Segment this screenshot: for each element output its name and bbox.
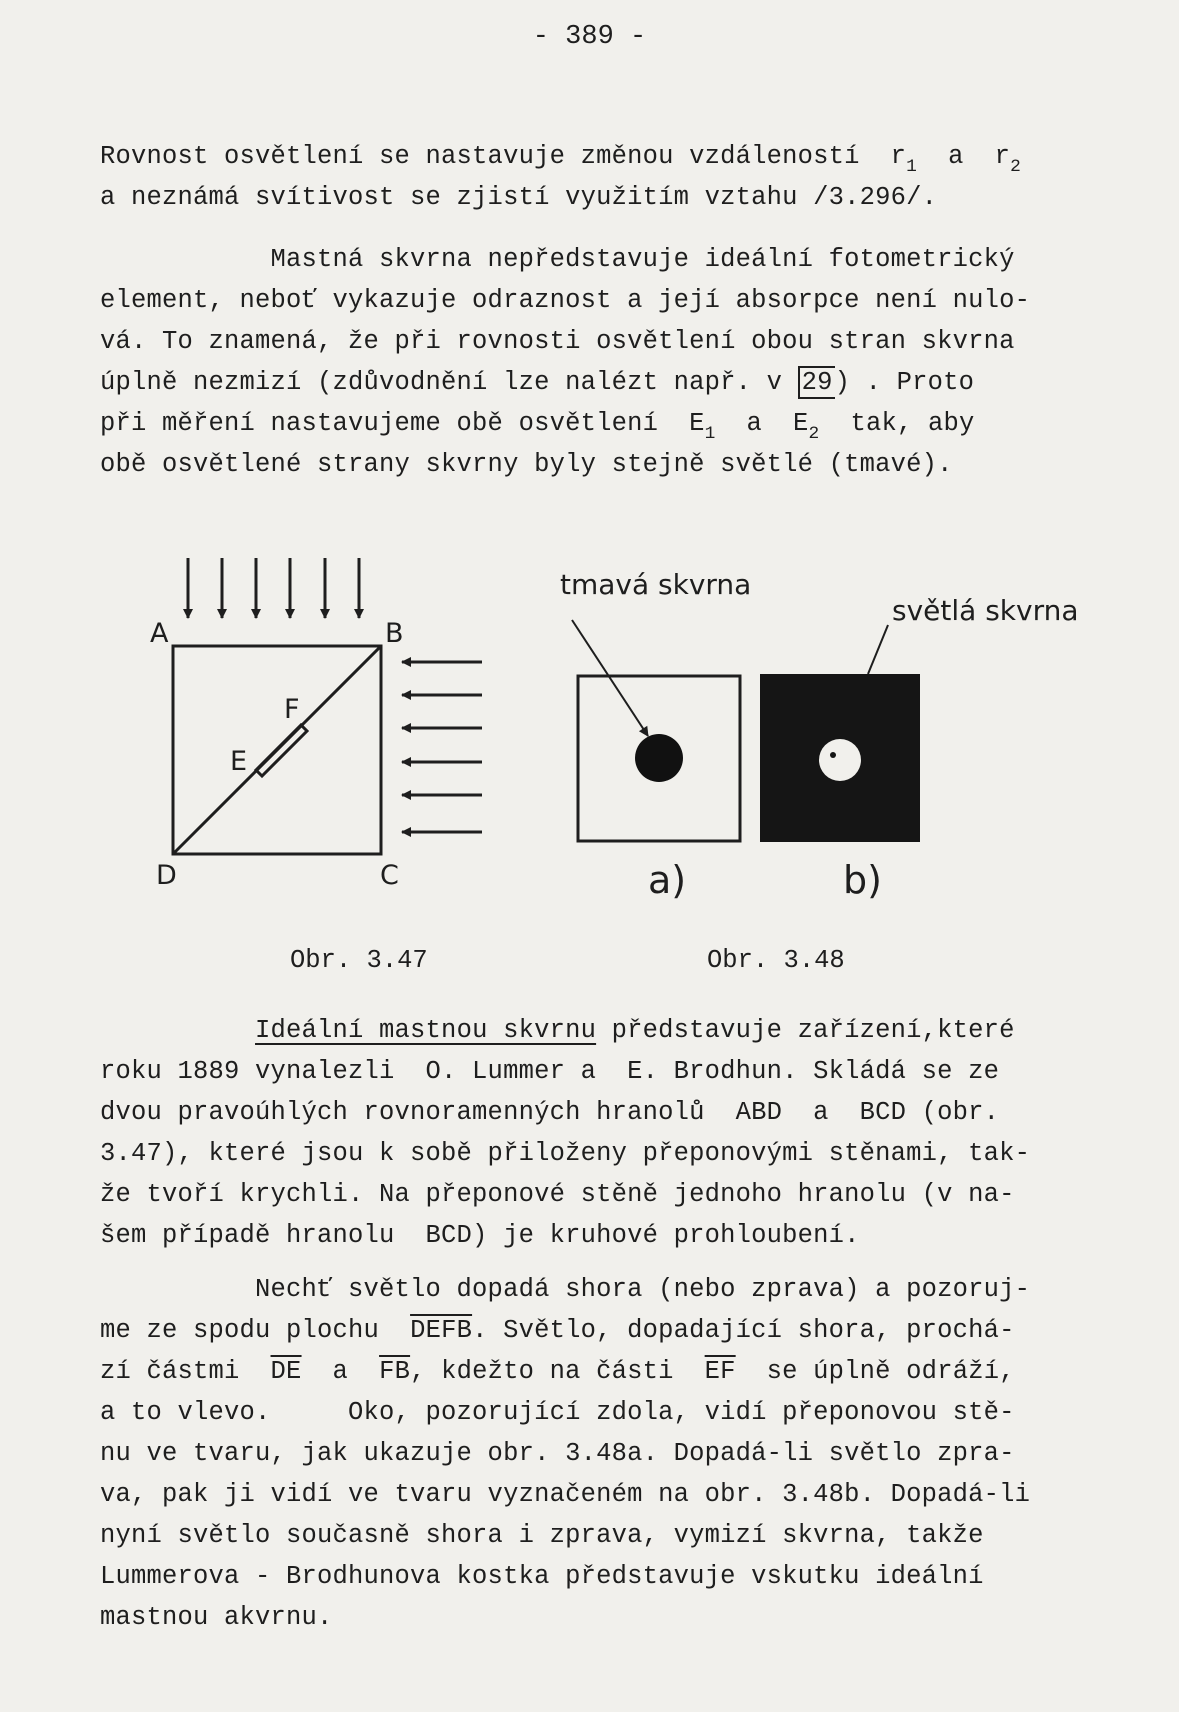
label-a: a): [648, 858, 687, 902]
para3-line4: 3.47), které jsou k sobě přiloženy přeponovými stěnami, tak-: [100, 1139, 1031, 1168]
figure-348: [560, 568, 1079, 902]
text: úplně nezmizí (zdůvodnění lze nalézt např. v: [100, 368, 798, 397]
text: při měření nastavujeme obě osvětlení E: [100, 409, 705, 438]
label-F: F: [284, 694, 300, 725]
page-number: - 389 -: [532, 22, 647, 52]
para2-line6: obě osvětlené strany skvrny byly stejně světlé (tmavé).: [100, 450, 953, 479]
para2-line2: element, neboť vykazuje odraznost a její absorpce není nulo-: [100, 286, 1031, 315]
text: Rovnost osvětlení se nastavuje změnou vzdáleností: [100, 142, 891, 171]
text: a: [301, 1357, 380, 1386]
overlined-segment: $\overline{FB}$: [379, 1357, 411, 1386]
label-b: b): [843, 858, 882, 902]
para4-line6: va, pak ji vidí ve tvaru vyznačeném na obr. 3.48b. Dopadá-li: [100, 1480, 1031, 1509]
spot-pointer-tip: [830, 752, 836, 758]
subscript: 1: [906, 157, 918, 178]
subscript: 2: [808, 424, 820, 445]
subscript: 1: [704, 424, 716, 445]
dark-spot: [635, 734, 683, 782]
pointer-dark: [572, 620, 648, 736]
label-dark-spot: tmavá skvrna: [560, 568, 752, 601]
spot-recess: [256, 725, 307, 776]
var-r: r: [994, 142, 1011, 171]
para2-line3: vá. To znamená, že při rovnosti osvětlení obou stran skvrna: [100, 327, 1015, 356]
text: . Světlo, dopadající shora, prochá-: [472, 1316, 1015, 1345]
overlined-segment: $\overline{EF}$: [704, 1357, 736, 1386]
indent: [100, 1016, 255, 1045]
para3-line5: že tvoří krychli. Na přeponové stěně jednoho hranolu (v na-: [100, 1180, 1015, 1209]
para3-line3: dvou pravoúhlých rovnoramenných hranolů ABD a BCD (obr.: [100, 1098, 1000, 1127]
text: se úplně odráží,: [735, 1357, 1015, 1386]
subscript: 2: [1010, 157, 1022, 178]
var-r: r: [890, 142, 907, 171]
para4-line2: [100, 1316, 1015, 1345]
text: me ze spodu plochu: [100, 1316, 411, 1345]
label-light-spot: světlá skvrna: [892, 594, 1079, 627]
light-spot: [819, 739, 861, 781]
caption-347: Obr. 3.47: [290, 946, 428, 975]
para4-line3: [100, 1357, 1015, 1386]
overlined-segment: $\overline{DE}$: [270, 1357, 302, 1386]
leftward-arrows: [402, 662, 482, 832]
label-C: C: [380, 860, 399, 891]
para4-line9: mastnou akvrnu.: [100, 1603, 333, 1632]
downward-arrows: [188, 558, 359, 618]
citation-ref: 29: [798, 366, 835, 399]
text: ) . Proto: [834, 368, 975, 397]
para4-line5: nu ve tvaru, jak ukazuje obr. 3.48a. Dopadá-li světlo zpra-: [100, 1439, 1015, 1468]
para3-line6: šem případě hranolu BCD) je kruhové prohloubení.: [100, 1221, 860, 1250]
text: , kdežto na části: [410, 1357, 705, 1386]
para3-line1: [100, 1016, 1015, 1045]
para4-line1: Nechť světlo dopadá shora (nebo zprava) a pozoruj-: [100, 1275, 1031, 1304]
para4-line8: Lummerova - Brodhunova kostka představuje vskutku ideální: [100, 1562, 984, 1591]
para2-line1: Mastná skvrna nepředstavuje ideální fotometrický: [100, 245, 1015, 274]
label-B: B: [385, 618, 404, 649]
para4-line7: nyní světlo současně shora i zprava, vymizí skvrna, takže: [100, 1521, 984, 1550]
figure-347: [173, 558, 482, 854]
overlined-segment: DEFB: [410, 1316, 473, 1345]
text: a E: [715, 409, 809, 438]
text: tak, aby: [819, 409, 975, 438]
para3-line2: roku 1889 vynalezli O. Lummer a E. Brodhun. Skládá se ze: [100, 1057, 1000, 1086]
para4-line4: a to vlevo. Oko, pozorující zdola, vidí přeponovou stě-: [100, 1398, 1015, 1427]
underlined-term: Ideální mastnou skvrnu: [255, 1016, 597, 1045]
label-A: A: [150, 618, 169, 649]
label-D: D: [156, 860, 177, 891]
text: zí částmi: [100, 1357, 271, 1386]
text: a: [917, 142, 995, 171]
caption-348: Obr. 3.48: [707, 946, 845, 975]
text: představuje zařízení,které: [596, 1016, 1015, 1045]
label-E: E: [230, 746, 248, 777]
para1-line2: a neznámá svítivost se zjistí využitím vztahu /3.296/.: [100, 183, 938, 212]
pointer-light: [868, 625, 888, 674]
